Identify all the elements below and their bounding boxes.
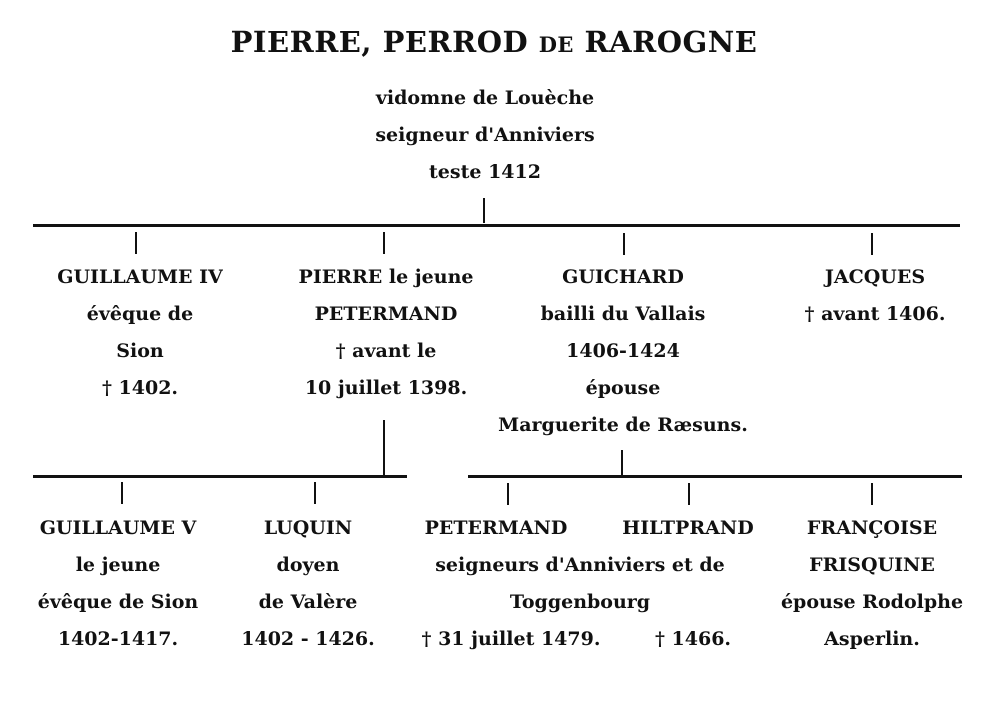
person-detail: de Valère [258,591,358,613]
grandchild-petermand-name: PETERMAND [424,517,568,539]
grandchild-francoise [781,510,963,658]
grandchild-tick-2 [314,482,316,504]
person-detail: évêque de [86,303,194,325]
person-detail: Toggenbourg [509,591,651,613]
root-title [231,24,758,63]
person-detail: Asperlin. [824,628,920,650]
pierre-children-line [33,475,407,478]
child-pierre-le-jeune [299,259,474,407]
grandchild-tick-3 [507,483,509,505]
petermand-death: † 31 juillet 1479. [421,628,601,650]
child-jacques [805,259,946,333]
root-line-1: vidomne de Louèche [375,87,595,109]
petermand-hiltprand-shared [435,547,725,621]
person-detail: épouse Rodolphe [780,591,964,613]
person-detail: seigneurs d'Anniviers et de [435,554,725,576]
grandchild-tick-4 [688,483,690,505]
person-detail: épouse [585,377,661,399]
grandchild-tick-1 [121,482,123,504]
person-detail: † 1402. [101,377,179,399]
root-name-part2: RAROGNE [573,25,758,59]
person-detail: † avant le [335,340,437,362]
child-guillaume-iv [57,259,222,407]
guichard-children-line [468,475,962,478]
child-guichard [498,259,748,444]
root-name-particle: DE [538,32,574,57]
person-detail: 1402-1417. [57,628,179,650]
person-name: PIERRE le jeune [298,266,474,288]
generation-1-line [33,224,960,227]
person-name: LUQUIN [263,517,353,539]
person-detail: évêque de Sion [37,591,199,613]
person-name: FRANÇOISE [806,517,938,539]
grandchild-hiltprand-name: HILTPRAND [622,517,754,539]
child-tick-1 [135,232,137,254]
person-name: GUILLAUME V [39,517,197,539]
root-drop-line [483,198,485,223]
pierre-drop-line [383,420,385,475]
person-detail: PETERMAND [314,303,458,325]
grandchild-guillaume-v [38,510,198,658]
root-line-3: teste 1412 [429,161,541,183]
person-name: GUILLAUME IV [57,266,223,288]
grandchild-luquin [241,510,375,658]
person-name: GUICHARD [562,266,684,288]
person-detail: le jeune [75,554,161,576]
person-detail: 1406-1424 [566,340,680,362]
guichard-drop-line [621,450,623,475]
root-name-part1: PIERRE, PERROD [230,25,539,59]
person-detail: † avant 1406. [804,303,946,325]
person-detail: FRISQUINE [809,554,935,576]
person-name: JACQUES [824,266,926,288]
root-details [375,80,594,191]
person-detail: Marguerite de Ræsuns. [498,414,748,436]
person-detail: 10 juillet 1398. [304,377,468,399]
person-detail: bailli du Vallais [540,303,706,325]
root-line-2: seigneur d'Anniviers [375,124,595,146]
hiltprand-death: † 1466. [654,628,732,650]
child-tick-4 [871,233,873,255]
child-tick-3 [623,233,625,255]
person-detail: Sion [116,340,164,362]
child-tick-2 [383,232,385,254]
person-detail: 1402 - 1426. [241,628,375,650]
grandchild-tick-5 [871,483,873,505]
person-detail: doyen [276,554,340,576]
